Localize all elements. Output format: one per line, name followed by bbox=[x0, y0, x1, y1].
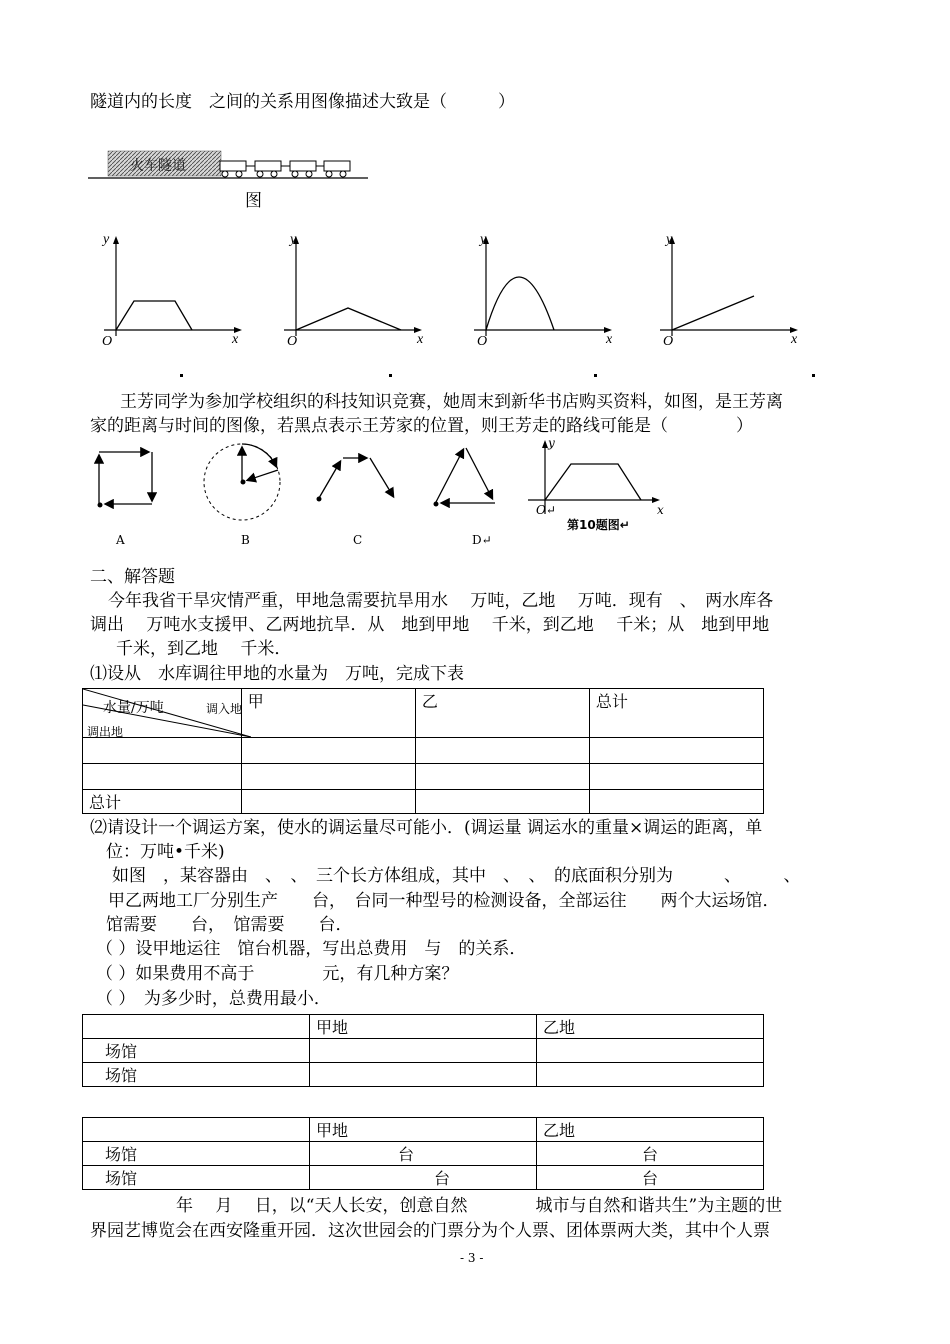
drought-question-line2: 调出 万吨水支援甲、乙两地抗旱．从 地到甲地 千米，到乙地 千米；从 地到甲地 bbox=[90, 615, 770, 635]
x-axis-label: x bbox=[232, 332, 239, 347]
dot-marker bbox=[594, 374, 597, 377]
row-label: 场馆 bbox=[83, 1039, 310, 1063]
y-axis-label: y bbox=[103, 232, 110, 247]
table-cell[interactable]: 台 bbox=[310, 1142, 537, 1166]
y-axis-label: y bbox=[290, 232, 297, 247]
tunnel-label: 火车隧道 bbox=[130, 158, 186, 174]
origin-label: O bbox=[477, 334, 488, 349]
container-question-line: 如图 ，某容器由 、 、 三个长方体组成，其中 、 、 的底面积分别为 、 、 bbox=[112, 866, 801, 886]
drought-question-line3: 千米，到乙地 千米． bbox=[116, 639, 292, 659]
subquestion-2-line2: 位：万吨•千米) bbox=[106, 842, 225, 862]
table-cell[interactable] bbox=[537, 1063, 764, 1087]
table-cell[interactable]: 台 bbox=[310, 1166, 537, 1190]
water-allocation-table bbox=[82, 688, 764, 814]
table-cell[interactable] bbox=[241, 764, 415, 790]
equipment-question-line1: 甲乙两地工厂分别生产 台， 台同一种型号的检测设备，全部运往 两个大运场馆． bbox=[108, 891, 780, 911]
origin-label: O bbox=[287, 334, 298, 349]
route-label-a: A bbox=[116, 533, 125, 547]
route-label-d: D↵ bbox=[472, 533, 492, 547]
table-cell[interactable] bbox=[415, 738, 589, 764]
header-cell: 总计 bbox=[589, 689, 763, 738]
dot-marker bbox=[812, 374, 815, 377]
header-cell: 甲 bbox=[241, 689, 415, 738]
table-cell[interactable] bbox=[310, 1039, 537, 1063]
shipping-table-2 bbox=[82, 1117, 764, 1190]
figure10-origin-label: O↵ bbox=[536, 503, 556, 517]
table-cell[interactable]: 台 bbox=[537, 1166, 764, 1190]
graph-option-1 bbox=[92, 232, 252, 352]
equipment-subquestion-1: （ ）设甲地运往 馆台机器，写出总费用 与 的关系． bbox=[96, 939, 527, 959]
table-cell[interactable] bbox=[241, 738, 415, 764]
page-number: - 3 - bbox=[460, 1251, 484, 1265]
x-axis-label: x bbox=[606, 332, 613, 347]
corner-top-label: 水量/万吨 bbox=[103, 700, 164, 716]
shipping-table-1 bbox=[82, 1014, 764, 1087]
figure10-y-label: y bbox=[548, 436, 555, 450]
corner-bottom-label: 调出地 bbox=[87, 725, 124, 739]
equipment-subquestion-2: （ ）如果费用不高于 元，有几种方案？ bbox=[96, 964, 459, 984]
header-cell: 乙地 bbox=[537, 1118, 764, 1142]
header-cell: 乙地 bbox=[537, 1015, 764, 1039]
drought-question-line1: 今年我省干旱灾情严重，甲地急需要抗旱用水 万吨，乙地 万吨．现有 、 两水库各 bbox=[108, 591, 774, 611]
figure10-caption: 第10题图↵ bbox=[567, 518, 630, 532]
y-axis-label: y bbox=[666, 232, 673, 247]
y-axis-label: y bbox=[480, 232, 487, 247]
subquestion-1: ⑴设从 水库调往甲地的水量为 万吨，完成下表 bbox=[90, 664, 464, 684]
wangfang-question-line2: 家的距离与时间的图像，若黑点表示王芳家的位置，则王芳走的路线可能是（ ） bbox=[90, 416, 753, 436]
expo-question-line1: 年 月 日，以“天人长安，创意自然 城市与自然和谐共生”为主题的世 bbox=[176, 1196, 783, 1216]
equipment-question-line2: 馆需要 台， 馆需要 台． bbox=[106, 915, 353, 935]
table-cell[interactable] bbox=[83, 738, 242, 764]
header-cell bbox=[83, 1118, 310, 1142]
corner-right-label: 调入地 bbox=[206, 702, 243, 716]
question-stem-tail: 隧道内的长度 之间的关系用图像描述大致是（ ） bbox=[90, 92, 515, 112]
x-axis-label: x bbox=[791, 332, 798, 347]
train-figure-caption: 图 bbox=[245, 191, 262, 211]
dot-marker bbox=[180, 374, 183, 377]
row-label: 场馆 bbox=[83, 1142, 310, 1166]
header-cell: 甲地 bbox=[310, 1015, 537, 1039]
table-cell[interactable] bbox=[415, 764, 589, 790]
header-cell bbox=[83, 1015, 310, 1039]
origin-label: O bbox=[663, 334, 674, 349]
total-label-cell: 总计 bbox=[83, 790, 242, 814]
header-cell: 甲地 bbox=[310, 1118, 537, 1142]
header-cell: 乙 bbox=[415, 689, 589, 738]
section-heading: 二、解答题 bbox=[90, 567, 175, 587]
table-cell[interactable] bbox=[589, 738, 763, 764]
figure10-x-label: x bbox=[657, 503, 664, 517]
wangfang-question-line1: 王芳同学为参加学校组织的科技知识竞赛，她周末到新华书店购买资料，如图，是王芳离 bbox=[120, 392, 783, 412]
dot-marker bbox=[389, 374, 392, 377]
row-label: 场馆 bbox=[83, 1166, 310, 1190]
expo-question-line2: 界园艺博览会在西安隆重开园．这次世园会的门票分为个人票、团体票两大类，其中个人票 bbox=[90, 1221, 770, 1241]
table-cell[interactable]: 台 bbox=[537, 1142, 764, 1166]
row-label: 场馆 bbox=[83, 1063, 310, 1087]
table-cell[interactable] bbox=[415, 790, 589, 814]
equipment-subquestion-3: （ ） 为多少时，总费用最小． bbox=[96, 989, 331, 1009]
table-cell[interactable] bbox=[310, 1063, 537, 1087]
table-cell[interactable] bbox=[537, 1039, 764, 1063]
table-cell[interactable] bbox=[589, 764, 763, 790]
table-cell[interactable] bbox=[589, 790, 763, 814]
table-cell[interactable] bbox=[83, 764, 242, 790]
subquestion-2-line1: ⑵请设计一个调运方案，使水的调运量尽可能小．(调运量 调运水的重量×调运的距离，单 bbox=[90, 818, 763, 838]
origin-label: O bbox=[102, 334, 113, 349]
table-cell[interactable] bbox=[241, 790, 415, 814]
route-label-b: B bbox=[241, 533, 250, 547]
x-axis-label: x bbox=[417, 332, 424, 347]
table-corner-cell bbox=[83, 689, 242, 738]
route-label-c: C bbox=[353, 533, 363, 547]
